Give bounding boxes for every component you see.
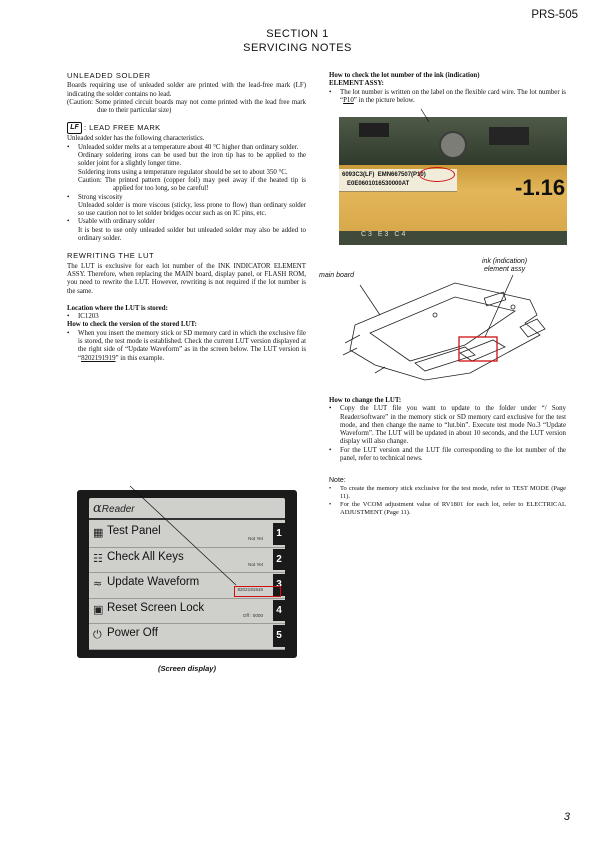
change-heading: How to change the LUT:	[329, 397, 402, 404]
reader-menu-label: Power Off	[107, 627, 158, 640]
ink-element-label: ink (indication) element assy	[482, 258, 528, 273]
lut-version-number: 8202191919	[81, 354, 116, 362]
test-panel-icon: ▦	[93, 526, 104, 539]
lead-free-logo: LF	[67, 122, 82, 134]
reader-menu-number: 3	[273, 574, 285, 596]
unleaded-characteristics: Unleaded solder has the following characteristics.	[67, 135, 205, 143]
note-item-2: • For the VCOM adjustment value of RV1801 for each lot, refer to ELECTRICAL ADJUSTMENT (Page 11).	[329, 500, 566, 516]
bullet-melting: • Unleaded solder melts at a temperature about 40 °C higher than ordinary solder.	[67, 143, 299, 151]
viscosity-detail: Unleaded solder is more viscous (sticky, less prone to flow) than ordinary solder so use caution not to let solder bridges occur such as on IC pins, etc.	[78, 201, 306, 218]
handwritten-mark: -1.16	[515, 175, 566, 200]
bullet-dot: •	[67, 193, 70, 201]
lut-body: The LUT is exclusive for each lot number of the INK INDICATOR ELEMENT ASSY. Therefore, when replacing the MAIN board, display panel, or FLASH ROM, you need to rewrite the LUT. However, rewriting is not required if the lot number is the same.	[67, 262, 306, 295]
bullet-dot: •	[67, 313, 70, 321]
bullet-dot: •	[67, 218, 70, 226]
lot-heading-2: ELEMENT ASSY:	[329, 80, 384, 88]
lut-location-heading: Location where the LUT is stored:	[67, 304, 168, 312]
reader-menu-status: Not Yet	[248, 561, 263, 567]
lot-number: P10	[343, 96, 354, 104]
main-board-pointer	[360, 285, 380, 315]
lut-heading: REWRITING THE LUT	[67, 251, 155, 261]
power-icon: ⏻	[93, 628, 102, 642]
unleaded-heading: UNLEADED SOLDER	[67, 71, 151, 80]
main-board-label: main board	[319, 272, 355, 279]
reader-menu-label: Update Waveform	[107, 576, 200, 589]
lot-heading-1: How to check the lot number of the ink (indication)	[329, 72, 480, 79]
right-column-bottom	[329, 397, 566, 516]
lot-bullet: • The lot number is written on the label on the flexible card wire. The lot number is “P10” in the picture below.	[329, 88, 566, 104]
board-outline	[350, 283, 540, 380]
reader-menu-label: Check All Keys	[107, 550, 184, 563]
bullet-usable: • Usable with ordinary solder	[67, 218, 155, 226]
reader-menu-status: Not Yet	[248, 536, 263, 541]
reader-app-title: αReader	[93, 501, 135, 516]
update-waveform-icon: ≈	[93, 577, 103, 591]
note-block	[329, 477, 566, 516]
bullet-dot: •	[329, 446, 332, 454]
page-number: 3	[563, 811, 570, 823]
lut-version-heading: How to check the version of the stored LUT:	[67, 321, 197, 329]
bullet-dot: •	[67, 329, 70, 337]
melting-detail-a: Ordinary soldering irons can be used but the iron tip has to be applied to the solder joint for a slightly longer time.	[78, 152, 306, 168]
reader-menu-number: 5	[273, 625, 285, 647]
change-bullet-2: • For the LUT version and the LUT file corresponding to the lot number of the panel, refer to technical news.	[329, 446, 566, 463]
tab-marks: C3 E3 C4	[361, 231, 408, 238]
bullet-dot: •	[329, 500, 332, 508]
note-heading: Note:	[329, 477, 346, 485]
lock-icon: ▣	[93, 602, 104, 616]
bullet-dot: •	[329, 88, 332, 96]
bullet-dot: •	[329, 485, 332, 493]
note-item-1: • To create the memory stick exclusive for the test mode, refer to TEST MODE (Page 11).	[329, 485, 566, 500]
reader-menu-label: Reset Screen Lock	[107, 601, 205, 614]
reader-menu-status: 8202191919	[237, 587, 263, 593]
lut-location-item: • IC1203	[67, 313, 99, 321]
reader-menu-number: 4	[273, 600, 285, 622]
lead-free-mark-label: : LEAD FREE MARK	[84, 123, 161, 133]
reader-logo-icon: α	[93, 501, 102, 516]
unleaded-caution: (Caution: Some printed circuit boards may not come printed with the lead free mark due to their particular size)	[67, 98, 306, 115]
usable-detail: It is best to use only unleaded solder but unleaded solder may also be added to ordinary solder.	[78, 226, 306, 243]
lot-label-line-2: E0E0601016530000AT	[347, 181, 410, 187]
ink-element-pointer	[485, 275, 513, 337]
lot-label-line-1: 6093C3(LF) EMN667507(P10)	[342, 172, 426, 178]
reader-menu-number: 1	[273, 523, 285, 545]
melting-detail-b: Soldering irons using a temperature regulator should be set to about 350 °C.	[78, 168, 288, 176]
reader-menu-number: 2	[273, 549, 285, 571]
section-title: SERVICING NOTES	[243, 42, 352, 54]
section-number: SECTION 1	[266, 28, 329, 40]
unleaded-intro: Boards requiring use of unleaded solder are printed with the lead-free mark (LF) indicating the solder contains no lead.	[67, 82, 306, 98]
board-edge	[343, 335, 385, 373]
melting-caution: Caution: The printed pattern (copper foil) may peel away if the heated tip is applied for too long, so be careful!	[78, 176, 306, 193]
board-inner	[370, 297, 515, 361]
model-name: PRS-505	[531, 9, 578, 21]
bullet-dot: •	[329, 405, 332, 413]
reader-menu-label: Test Panel	[107, 525, 161, 537]
lut-version-bullet: • When you insert the memory stick or SD memory card in which the exclusive file is stored, the test mode is established. Check the current LUT version displayed at the right side of “Update Waveform” as in the screen below. The LUT version is “8202191919” in this example.	[67, 329, 306, 362]
reader-menu-status: Off : 0000	[242, 612, 263, 618]
screen-caption: (Screen display)	[158, 664, 216, 673]
change-bullet-1: • Copy the LUT file you want to update to the folder under “/ Sony Reader/software” in the memory stick or SD memory card exclusive for the test mode, and then change the name to “lut.bin”. Execute test mode No.3 “Update Waveform”. The LUT will be updated in about 10 seconds, and the LUT version display will also change.	[329, 405, 566, 446]
check-keys-icon: ☷	[93, 551, 103, 565]
bullet-viscosity: • Strong viscosity	[67, 193, 123, 201]
bullet-dot: •	[67, 143, 70, 151]
